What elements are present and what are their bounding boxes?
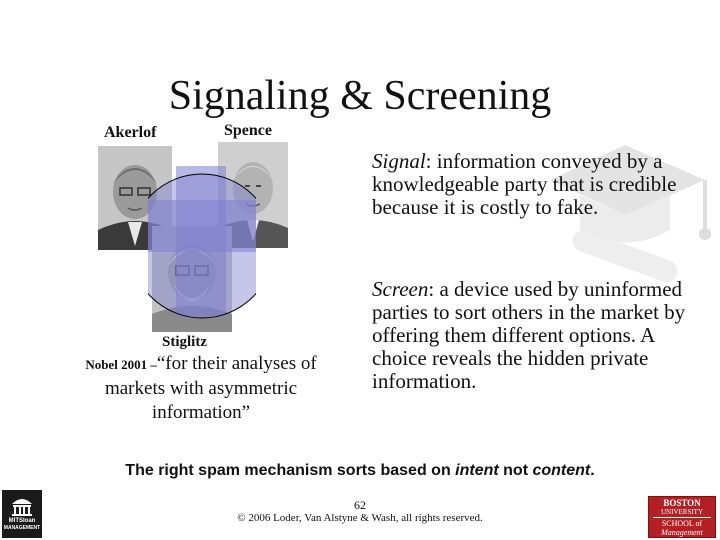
signal-text: : information conveyed by a knowledgeable party that is credible because it is costly to fake. [372, 149, 677, 219]
page-number: 62 [354, 498, 366, 512]
mit-logo-line2: MANAGEMENT [3, 525, 41, 531]
stiglitz-label: Stiglitz [162, 334, 207, 350]
statement-content: content [532, 462, 591, 479]
slide-title: Signaling & Screening [168, 73, 552, 119]
signal-definition [372, 150, 692, 219]
screen-definition [372, 278, 692, 393]
bu-logo-line3: SCHOOL of [661, 519, 703, 528]
boston-university-logo [648, 496, 716, 538]
mit-dome-icon [10, 494, 34, 516]
statement-intent: intent [455, 462, 499, 479]
nobel-caption [60, 352, 342, 425]
venn-overlay [148, 166, 256, 326]
nobel-year: Nobel 2001 [85, 357, 148, 372]
screen-term: Screen [372, 277, 429, 301]
screen-text: : a device used by uninformed parties to sort others in the market by offering them different options. A choice reveals the hidden private information. [372, 277, 686, 393]
bu-logo-line1: BOSTON [663, 498, 701, 508]
bu-logo-line2: UNIVERSITY [653, 508, 711, 518]
nobel-quote-line2: markets with asymmetric [104, 378, 298, 399]
copyright: © 2006 Loder, Van Alstyne & Wash, all rights reserved. [237, 512, 483, 524]
statement-part2: not [498, 462, 533, 479]
signal-term: Signal [372, 149, 426, 173]
nobel-dash: – [147, 357, 157, 372]
spence-label: Spence [224, 122, 272, 139]
statement-part3: . [590, 462, 595, 479]
akerlof-label: Akerlof [104, 124, 157, 141]
bu-logo-line4: Management [661, 528, 703, 537]
mit-sloan-logo [2, 490, 42, 538]
spam-mechanism-statement [0, 462, 720, 480]
nobel-quote-line3: information” [151, 402, 251, 423]
mit-logo-line1: MITSloan [8, 518, 36, 524]
nobel-quote-line1: “for their analyses of [156, 353, 317, 374]
statement-part1: The right spam mechanism sorts based on [125, 462, 456, 479]
